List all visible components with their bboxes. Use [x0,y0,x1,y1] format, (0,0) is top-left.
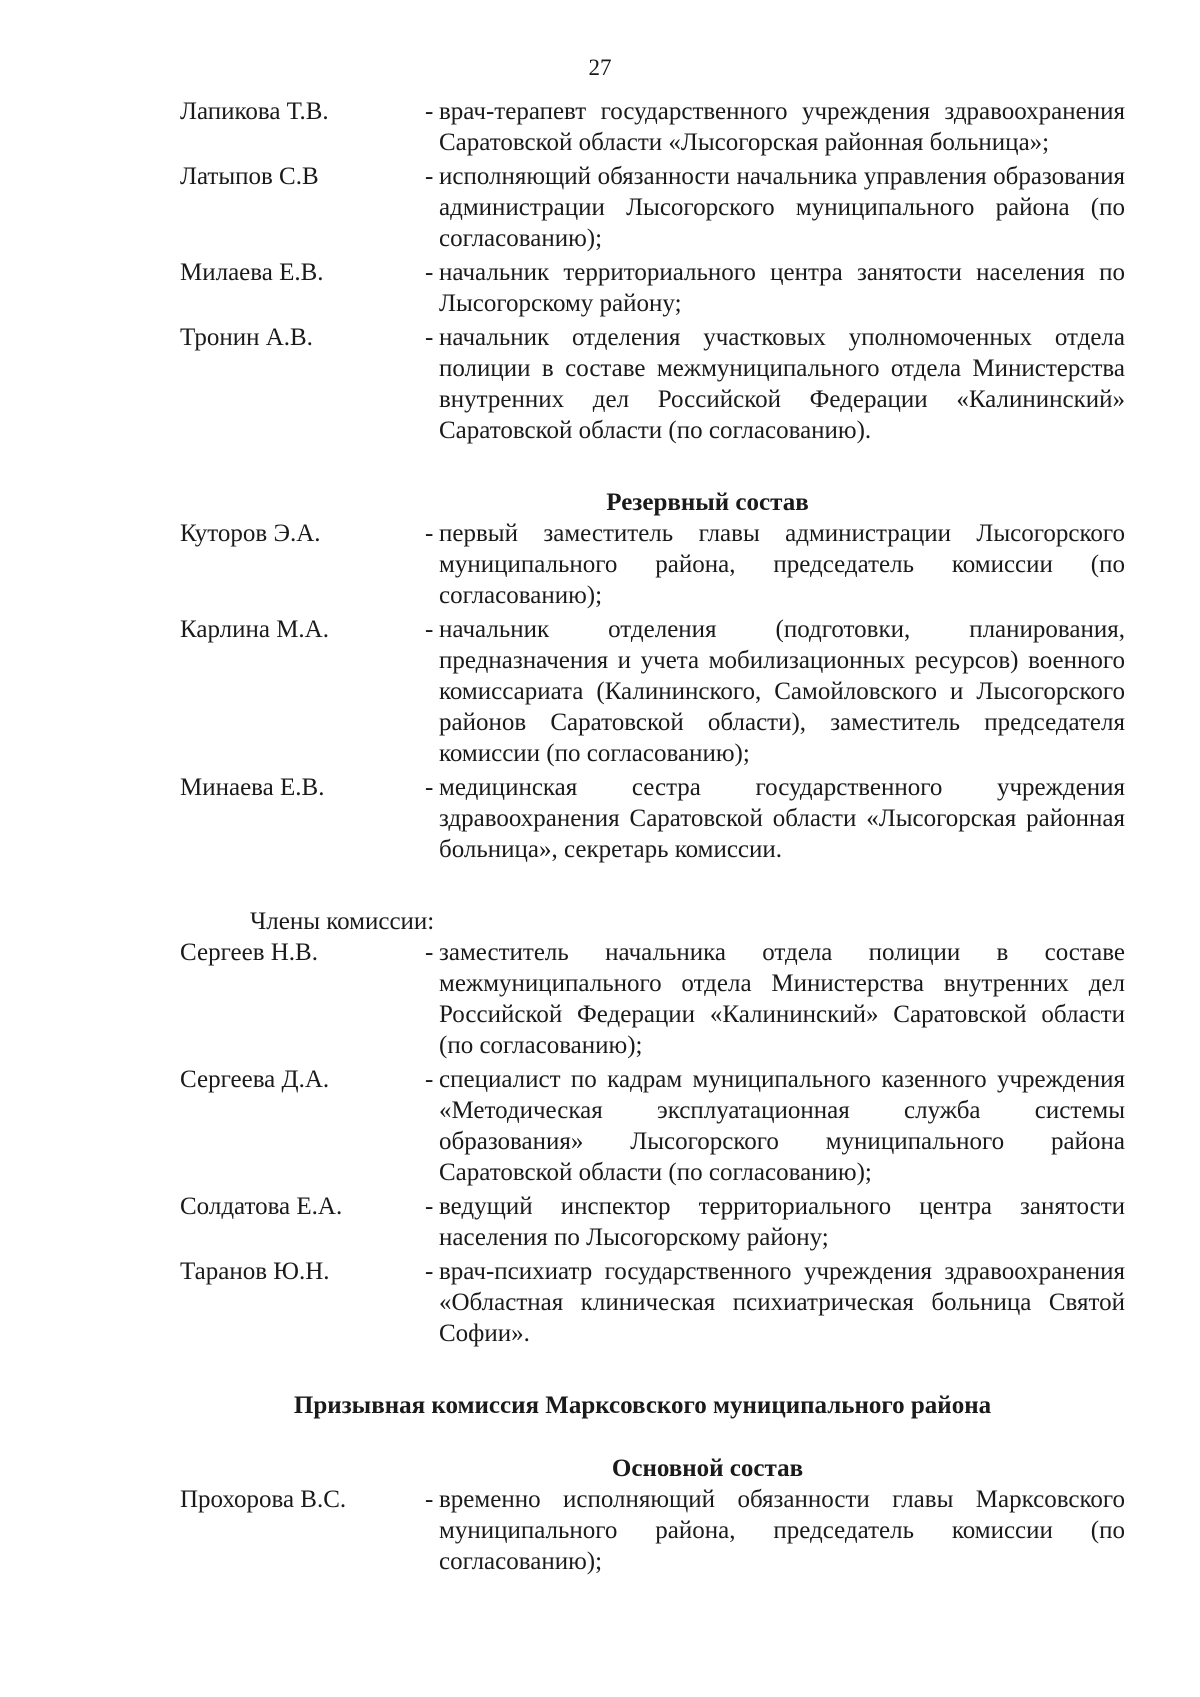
person-position: первый заместитель главы администрации Лысогорского муниципального района, председатель комиссии (по согласованию); [439,520,1125,609]
dash-separator: - [425,324,434,351]
dash-separator: - [425,1258,434,1285]
person-entry [180,1191,1125,1253]
person-entry [180,322,1125,446]
composition-list-main [180,96,1125,446]
person-name: Куторов Э.А. [180,520,321,547]
composition-list-marks [180,1484,1125,1577]
main-heading: Основной состав [611,1455,804,1482]
person-name: Таранов Ю.Н. [180,1258,330,1285]
dash-separator: - [425,774,434,801]
person-position: начальник отделения участковых уполномоченных отдела полиции в составе межмуниципального отдела Министерства внутренних дел Российской Федерации «Калининский» Саратовской области (по согласованию). [439,324,1125,444]
person-position: ведущий инспектор территориального центра занятости населения по Лысогорскому району; [439,1193,1125,1251]
dash-separator: - [425,163,434,190]
page-number: 27 [588,55,612,80]
dash-separator: - [425,939,434,966]
person-entry [180,937,1125,1061]
dash-separator: - [425,616,434,643]
person-position: временно исполняющий обязанности главы Марксовского муниципального района, председатель комиссии (по согласованию); [439,1486,1125,1575]
person-position: врач-психиатр государственного учреждения здравоохранения «Областная клиническая психиатрическая больница Святой Софии». [439,1258,1125,1347]
person-position: медицинская сестра государственного учреждения здравоохранения Саратовской области «Лысогорская районная больница», секретарь комиссии. [439,774,1125,863]
composition-list-reserve [180,518,1125,865]
person-name: Солдатова Е.А. [180,1193,343,1220]
person-position: специалист по кадрам муниципального казенного учреждения «Методическая эксплуатационная служба системы образования» Лысогорского муниципального района Саратовской области (по согласованию); [439,1066,1125,1186]
person-name: Тронин А.В. [180,324,313,351]
person-name: Карлина М.А. [180,616,329,643]
commission-heading: Призывная комиссия Марксовского муниципального района [293,1392,992,1419]
person-name: Латыпов С.В [180,163,319,190]
person-entry [180,257,1125,319]
person-entry [180,1064,1125,1188]
person-position: начальник отделения (подготовки, планирования, предназначения и учета мобилизационных ресурсов) военного комиссариата (Калининского, Самойловского и Лысогорского районов Саратовской области), заместитель председателя комиссии (по согласованию); [439,616,1125,767]
person-entry [180,1484,1125,1577]
person-entry [180,614,1125,769]
dash-separator: - [425,520,434,547]
dash-separator: - [425,259,434,286]
dash-separator: - [425,1193,434,1220]
person-position: врач-терапевт государственного учреждения здравоохранения Саратовской области «Лысогорская районная больница»; [439,98,1125,156]
person-entry [180,96,1125,158]
person-entry [180,518,1125,611]
members-label: Члены комиссии: [250,908,435,935]
person-name: Минаева Е.В. [180,774,325,801]
person-position: начальник территориального центра занятости населения по Лысогорскому району; [439,259,1125,317]
person-name: Сергеева Д.А. [180,1066,330,1093]
dash-separator: - [425,98,434,125]
person-name: Милаева Е.В. [180,259,324,286]
reserve-heading: Резервный состав [606,489,809,516]
dash-separator: - [425,1486,434,1513]
document-body [180,96,1125,1580]
composition-list-members [180,937,1125,1349]
person-name: Прохорова В.С. [180,1486,347,1513]
person-name: Сергеев Н.В. [180,939,318,966]
person-position: исполняющий обязанности начальника управления образования администрации Лысогорского муниципального района (по согласованию); [439,163,1125,252]
dash-separator: - [425,1066,434,1093]
person-entry [180,1256,1125,1349]
person-name: Лапикова Т.В. [180,98,329,125]
person-entry [180,772,1125,865]
person-entry [180,161,1125,254]
person-position: заместитель начальника отдела полиции в составе межмуниципального отдела Министерства внутренних дел Российской Федерации «Калининский» Саратовской области (по согласованию); [439,939,1125,1059]
